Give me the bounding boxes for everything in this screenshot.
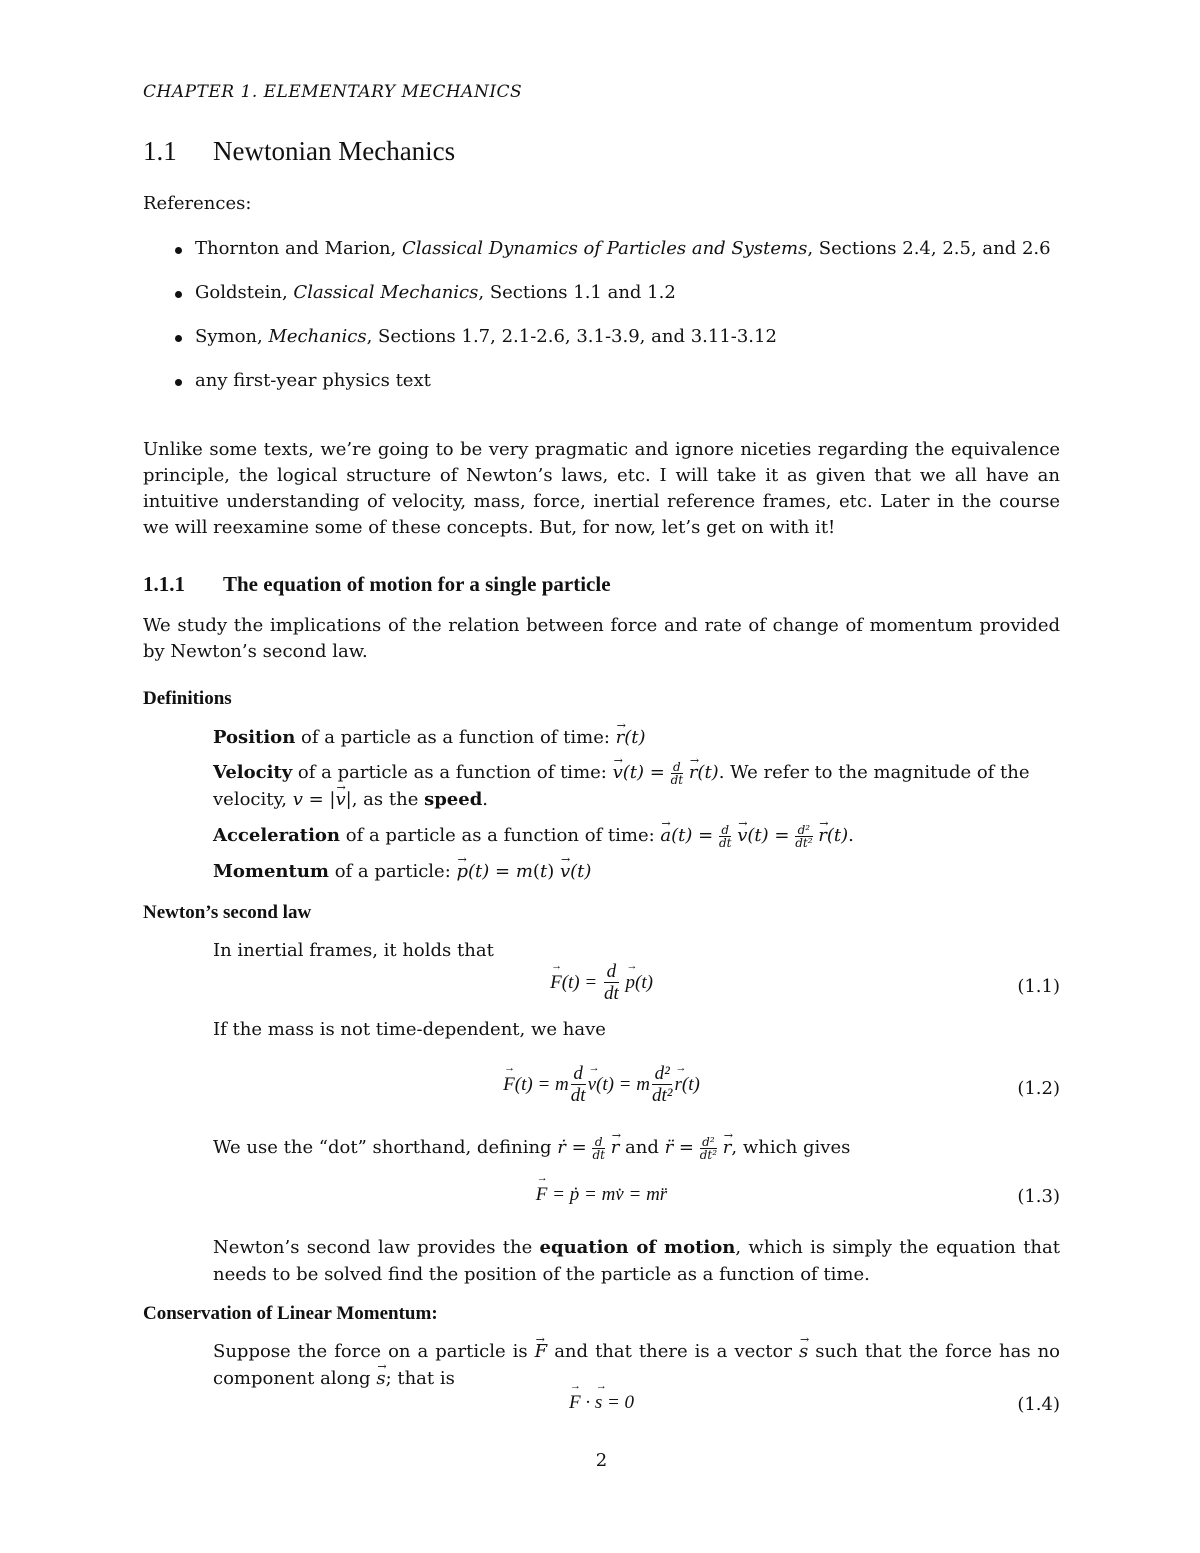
subsection-intro: We study the implications of the relation between force and rate of change of momentum provided by Newton’s second law. <box>143 615 1060 662</box>
dot-shorthand-text: We use the “dot” shorthand, defining ṙ = $\frac{d}{dt} \to r$ and r̈ = $\frac{\text{d²}}{\text{dt²}} \to r$, which gives <box>213 1134 1060 1161</box>
equation-1-4: → F · → s = 0 (1.4) <box>143 1392 1060 1442</box>
equation-1-3: → F = ṗ = mv̇ = mr̈ (1.3) <box>143 1184 1060 1234</box>
page-number: 2 <box>595 1450 608 1471</box>
running-head: CHAPTER 1. ELEMENTARY MECHANICS <box>143 82 523 102</box>
references-list <box>163 236 1060 412</box>
list-item: any first-year physics text <box>163 368 1060 394</box>
equation-1-2: → F(t) = m $\frac{d}{dt}$ → v(t) = m $\frac{\text{d²}}{\text{dt²}}$ → r(t) (1.2) <box>143 1064 1060 1114</box>
newton-intro: In inertial frames, it holds that <box>213 940 494 961</box>
intro-paragraph: Unlike some texts, we’re going to be very pragmatic and ignore niceties regarding the equivalence principle, the logical structure of Newton’s laws, etc. I will take it as given that we all have an intuitive understanding of velocity, mass, force, inertial reference frames, etc. Later in the course we will reexamine some of these concepts. But, for now, let’s get on with it! <box>143 439 1060 538</box>
definition-acceleration: Acceleration of a particle as a function of time: → a(t) = $\frac{d}{dt} \to v(t)$ = $\frac{\text{d²}}{\text{dt²}} \to r(t)$. <box>213 822 1060 849</box>
mass-text: If the mass is not time-dependent, we have <box>213 1019 606 1040</box>
references-label: References: <box>143 193 252 214</box>
equation-of-motion-text: Newton’s second law provides the equation of motion, which is simply the equation that needs to be solved find the position of the particle as a function of time. <box>213 1237 1060 1285</box>
bullet-icon <box>175 379 182 386</box>
section-title <box>143 136 455 167</box>
section-title-text: Newtonian Mechanics <box>213 136 456 166</box>
definition-position: Position of a particle as a function of time: → r(t) <box>213 724 1060 751</box>
definition-velocity: Velocity of a particle as a function of time: → v(t) = $\frac{d}{dt} \to r(t)$. We refer to the magnitude of the velocity, v = |→ v|, as the speed. <box>213 759 1060 813</box>
equation-number: (1.3) <box>1017 1186 1060 1207</box>
subsection-title-text: The equation of motion for a single particle <box>223 572 611 596</box>
bullet-icon <box>175 291 182 298</box>
definitions-heading: Definitions <box>143 688 232 709</box>
subsection-title <box>143 572 611 597</box>
list-item: Goldstein, Classical Mechanics, Sections 1.1 and 1.2 <box>163 280 1060 306</box>
list-item: Symon, Mechanics, Sections 1.7, 2.1-2.6, 3.1-3.9, and 3.11-3.12 <box>163 324 1060 350</box>
equation-1-1: → F(t) = $\frac{d}{dt}$ → p(t) (1.1) <box>143 962 1060 1012</box>
section-number: 1.1 <box>143 136 177 166</box>
conservation-text: Suppose the force on a particle is → F and that there is a vector → s such that the force has no component along → s; that is <box>213 1338 1060 1392</box>
reference-title: Mechanics <box>268 326 367 347</box>
reference-title: Classical Dynamics of Particles and Systems <box>401 238 808 259</box>
subsection-number: 1.1.1 <box>143 572 185 596</box>
equation-number: (1.2) <box>1017 1078 1060 1099</box>
list-item: Thornton and Marion, Classical Dynamics of Particles and Systems, Sections 2.4, 2.5, and 2.6 <box>163 236 1060 262</box>
conservation-heading: Conservation of Linear Momentum: <box>143 1303 438 1324</box>
equation-number: (1.4) <box>1017 1394 1060 1415</box>
reference-title: Classical Mechanics <box>293 282 479 303</box>
definition-momentum: Momentum of a particle: → p(t) = m(t) → v(t) <box>213 858 1060 885</box>
bullet-icon <box>175 335 182 342</box>
bullet-icon <box>175 247 182 254</box>
newton-heading: Newton’s second law <box>143 902 312 923</box>
equation-number: (1.1) <box>1017 976 1060 997</box>
